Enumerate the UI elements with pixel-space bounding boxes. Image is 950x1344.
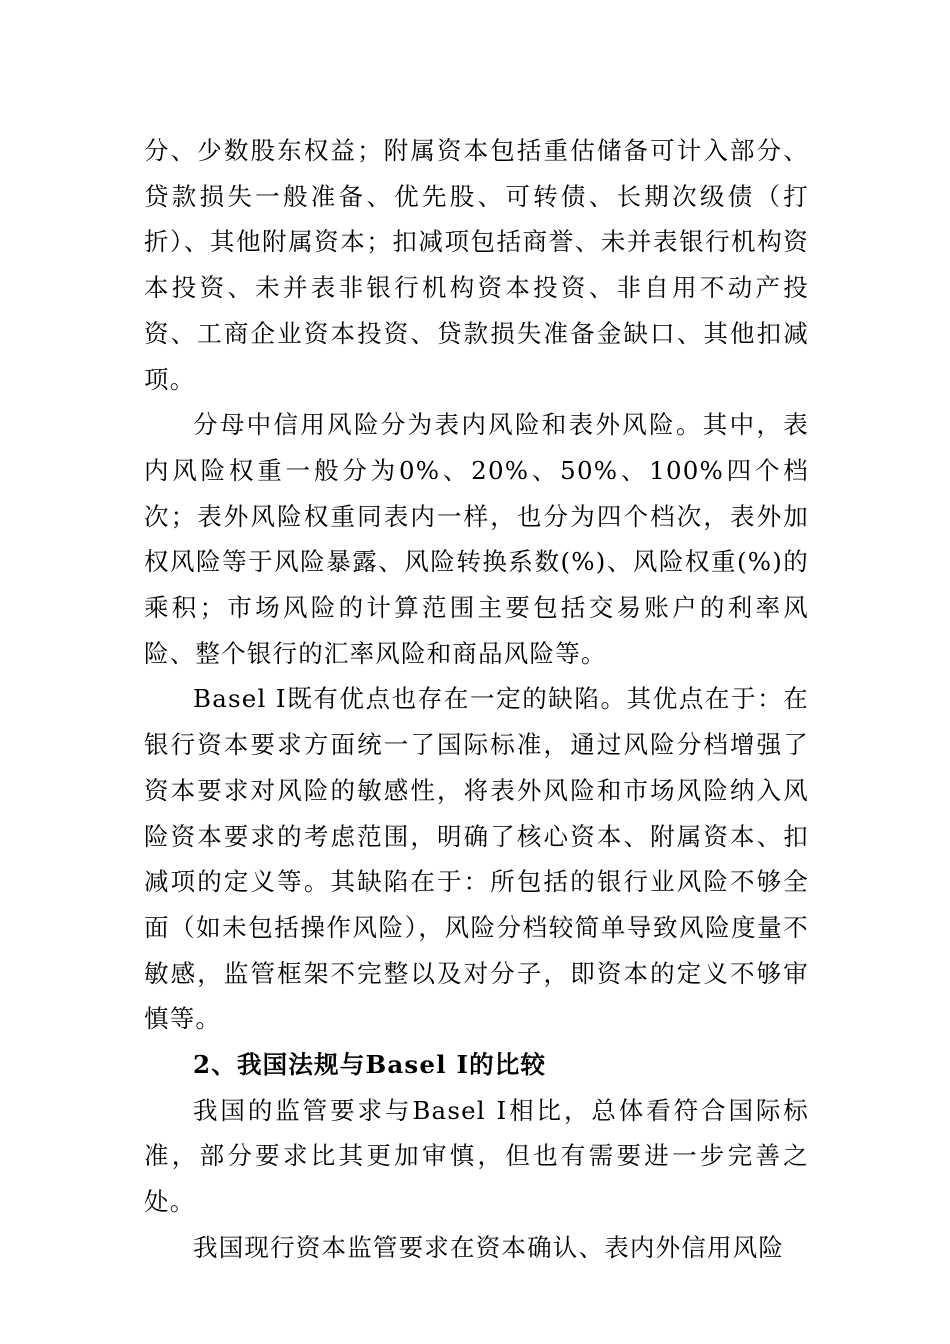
paragraph-credit-risk: 分母中信用风险分为表内风险和表外风险。其中，表内风险权重一般分为0%、20%、50%、100%四个档次；表外风险权重同表内一样，也分为四个档次，表外加权风险等于风险暴露、风险转换系数(%)、风险权重(%)的乘积；市场风险的计算范围主要包括交易账户的利率风险、整个银行的汇率风险和商品风险等。	[144, 410, 809, 668]
paragraph-current-requirements: 我国现行资本监管要求在资本确认、表内外信用风险	[193, 1232, 785, 1262]
section-heading: 2、我国法规与Basel Ⅰ的比较	[193, 1050, 547, 1080]
paragraph-capital-components: 分、少数股东权益；附属资本包括重估储备可计入部分、贷款损失一般准备、优先股、可转债、长期次级债（打折）、其他附属资本；扣减项包括商誉、未并表银行机构资本投资、未并表非银行机构资本投资、非自用不动产投资、工商企业资本投资、贷款损失准备金缺口、其他扣减项。	[144, 136, 809, 394]
paragraph-basel-merits: Basel Ⅰ既有优点也存在一定的缺陷。其优点在于：在银行资本要求方面统一了国际标准，通过风险分档增强了资本要求对风险的敏感性，将表外风险和市场风险纳入风险资本要求的考虑范围，明确了核心资本、附属资本、扣减项的定义等。其缺陷在于：所包括的银行业风险不够全面（如未包括操作风险），风险分档较简单导致风险度量不敏感，监管框架不完整以及对分子，即资本的定义不够审慎等。	[144, 684, 809, 1034]
document-page	[144, 128, 809, 1271]
paragraph-china-comparison: 我国的监管要求与Basel Ⅰ相比，总体看符合国际标准，部分要求比其更加审慎，但也有需要进一步完善之处。	[144, 1095, 809, 1217]
